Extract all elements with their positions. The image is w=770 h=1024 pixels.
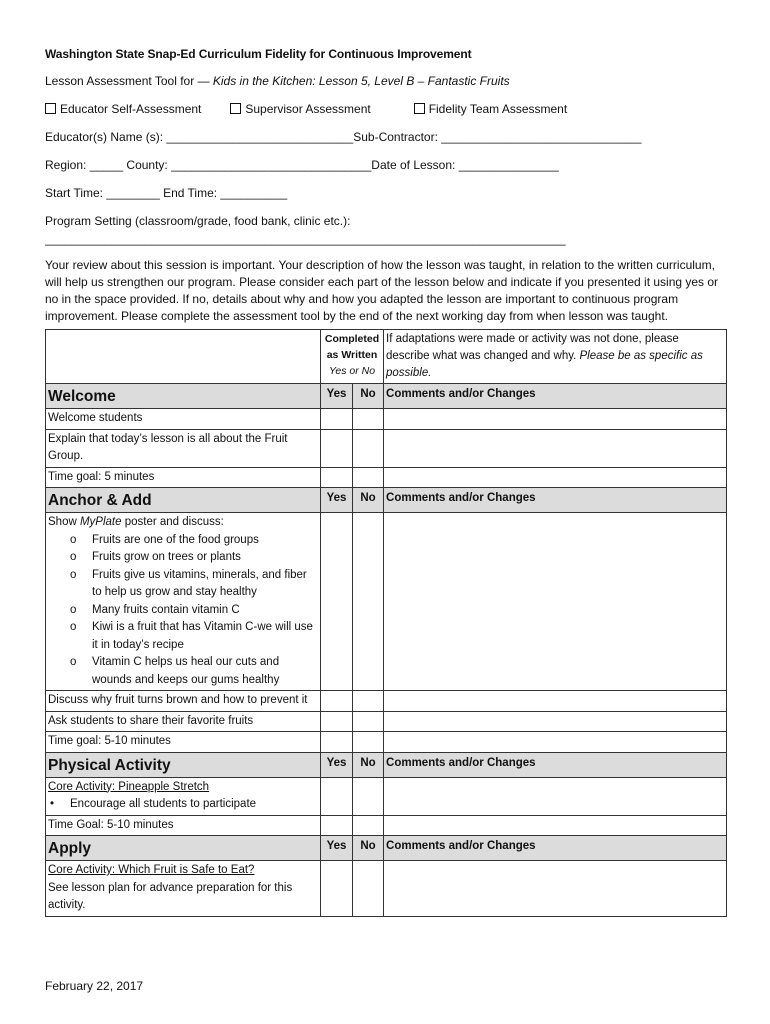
row-text: Time goal: 5 minutes: [46, 467, 321, 488]
row-text: Time Goal: 5-10 minutes: [46, 815, 321, 836]
apply-note: See lesson plan for advance preparation for this activity.: [48, 881, 293, 911]
table-header-row: [46, 330, 727, 384]
checkbox-box-icon[interactable]: [45, 103, 56, 114]
yes-label: Yes: [321, 384, 353, 409]
assessment-type-checkboxes: [45, 101, 727, 117]
myplate-text: MyPlate: [79, 516, 122, 528]
yes-cell[interactable]: [321, 732, 353, 753]
comments-cell[interactable]: [384, 691, 727, 712]
row-text: [46, 777, 321, 815]
completed-line2: as Written: [326, 349, 378, 361]
yes-cell[interactable]: [321, 409, 353, 430]
comments-label: Comments and/or Changes: [384, 384, 727, 409]
yes-cell[interactable]: [321, 861, 353, 917]
comments-label: Comments and/or Changes: [384, 488, 727, 513]
no-cell[interactable]: [353, 429, 384, 467]
myplate-line: [48, 514, 318, 532]
comments-cell[interactable]: [384, 409, 727, 430]
checkbox-educator[interactable]: [45, 101, 227, 117]
no-label: No: [353, 752, 384, 777]
list-item: o Many fruits contain vitamin C: [92, 602, 318, 620]
checkbox-label: Fidelity Team Assessment: [428, 102, 568, 116]
checkbox-supervisor[interactable]: [230, 101, 410, 117]
table-row: [46, 861, 727, 917]
core-activity-title: Core Activity: Pineapple Stretch: [48, 780, 210, 793]
no-cell[interactable]: [353, 815, 384, 836]
yes-cell[interactable]: [321, 711, 353, 732]
list-item: o Fruits are one of the food groups: [92, 532, 318, 550]
setting-field[interactable]: ______________________________________________________________________________: [45, 232, 566, 246]
no-cell[interactable]: [353, 777, 384, 815]
table-row: [46, 409, 727, 430]
comments-label: Comments and/or Changes: [384, 752, 727, 777]
yes-cell[interactable]: [321, 691, 353, 712]
no-cell[interactable]: [353, 861, 384, 917]
no-cell[interactable]: [353, 732, 384, 753]
list-item: o Fruits grow on trees or plants: [92, 549, 318, 567]
header-blank-cell: [46, 330, 321, 384]
yes-cell[interactable]: [321, 777, 353, 815]
section-physical-activity: [46, 752, 727, 777]
table-row: [46, 513, 727, 691]
discussion-list: [48, 532, 318, 690]
assessment-form: [45, 46, 727, 917]
checkbox-label: Supervisor Assessment: [245, 102, 371, 116]
row-text: Time goal: 5-10 minutes: [46, 732, 321, 753]
completed-line1: Completed: [324, 333, 380, 345]
comments-cell[interactable]: [384, 815, 727, 836]
row-text: Explain that today’s lesson is all about the Fruit Group.: [46, 429, 321, 467]
no-cell[interactable]: [353, 409, 384, 430]
table-row: [46, 429, 727, 467]
assessment-table: [45, 329, 727, 917]
tool-prefix: Lesson Assessment Tool for —: [45, 74, 213, 88]
checkbox-fidelity[interactable]: [414, 101, 568, 117]
section-title: Physical Activity: [46, 752, 321, 777]
footer-date: February 22, 2017: [45, 979, 144, 993]
comments-cell[interactable]: [384, 777, 727, 815]
yes-cell[interactable]: [321, 429, 353, 467]
no-label: No: [353, 384, 384, 409]
table-row: [46, 711, 727, 732]
no-cell[interactable]: [353, 711, 384, 732]
table-row: [46, 467, 727, 488]
comments-cell[interactable]: [384, 513, 727, 691]
yes-cell[interactable]: [321, 467, 353, 488]
no-cell[interactable]: [353, 513, 384, 691]
checkbox-box-icon[interactable]: [414, 103, 425, 114]
no-cell[interactable]: [353, 691, 384, 712]
list-item: o Vitamin C helps us heal our cuts and wounds and keeps our gums healthy: [92, 654, 318, 689]
activity-list: [48, 796, 318, 814]
section-welcome: [46, 384, 727, 409]
no-cell[interactable]: [353, 467, 384, 488]
comments-cell[interactable]: [384, 711, 727, 732]
completed-sub: Yes or No: [328, 365, 376, 377]
row-text: [46, 513, 321, 691]
form-title: Washington State Snap-Ed Curriculum Fidelity for Continuous Improvement: [45, 47, 472, 61]
lesson-name: Kids in the Kitchen: Lesson 5, Level B – Fantastic Fruits: [212, 74, 510, 88]
no-label: No: [353, 836, 384, 861]
table-row: [46, 815, 727, 836]
adapt-text: If adaptations were made or activity was not done, please describe what was changed and why.: [386, 333, 679, 362]
table-row: [46, 691, 727, 712]
section-title: Apply: [46, 836, 321, 861]
yes-cell[interactable]: [321, 815, 353, 836]
list-item: • Encourage all students to participate: [70, 796, 318, 814]
comments-cell[interactable]: [384, 861, 727, 917]
yes-cell[interactable]: [321, 513, 353, 691]
adaptation-header: [384, 330, 727, 384]
section-apply: [46, 836, 727, 861]
section-title: Anchor & Add: [46, 488, 321, 513]
row-text: [46, 861, 321, 917]
educator-field[interactable]: Educator(s) Name (s): ____________________________Sub-Contractor: ______________________________: [45, 130, 642, 144]
row-text: Welcome students: [46, 409, 321, 430]
yes-label: Yes: [321, 488, 353, 513]
yes-label: Yes: [321, 836, 353, 861]
setting-label: Program Setting (classroom/grade, food bank, clinic etc.):: [45, 214, 351, 228]
section-title: Welcome: [46, 384, 321, 409]
time-field[interactable]: Start Time: ________ End Time: __________: [45, 186, 288, 200]
checkbox-label: Educator Self-Assessment: [60, 102, 202, 116]
comments-cell[interactable]: [384, 732, 727, 753]
comments-label: Comments and/or Changes: [384, 836, 727, 861]
row-text: Ask students to share their favorite fruits: [46, 711, 321, 732]
no-label: No: [353, 488, 384, 513]
show-prefix: Show: [48, 516, 80, 528]
region-field[interactable]: Region: _____ County: ______________________________Date of Lesson: _______________: [45, 158, 559, 172]
comments-cell[interactable]: [384, 467, 727, 488]
intro-paragraph: Your review about this session is important. Your description of how the lesson was taught, in relation to the written curriculum, will help us strengthen our program. Please consider each part of the lesson below and indicate if you presented it using yes or no in the space provided. If no, details about why and how you adapted the lesson are important to continuous program improvement. Please complete the assessment tool by the end of the next working day from when lesson was taught.: [45, 258, 719, 323]
adapt-italic: Please be as specific as possible.: [386, 350, 703, 379]
comments-cell[interactable]: [384, 429, 727, 467]
table-row: [46, 732, 727, 753]
core-activity-title: Core Activity: Which Fruit is Safe to Eat?: [48, 864, 255, 876]
show-suffix: poster and discuss:: [121, 516, 224, 528]
checkbox-box-icon[interactable]: [230, 103, 241, 114]
tool-line: [45, 73, 727, 89]
yes-label: Yes: [321, 752, 353, 777]
list-item: o Kiwi is a fruit that has Vitamin C-we will use it in today’s recipe: [92, 619, 318, 654]
section-anchor-add: [46, 488, 727, 513]
table-row: [46, 777, 727, 815]
list-item: o Fruits give us vitamins, minerals, and fiber to help us grow and stay healthy: [92, 567, 318, 602]
row-text: Discuss why fruit turns brown and how to prevent it: [46, 691, 321, 712]
completed-header: [321, 330, 384, 384]
